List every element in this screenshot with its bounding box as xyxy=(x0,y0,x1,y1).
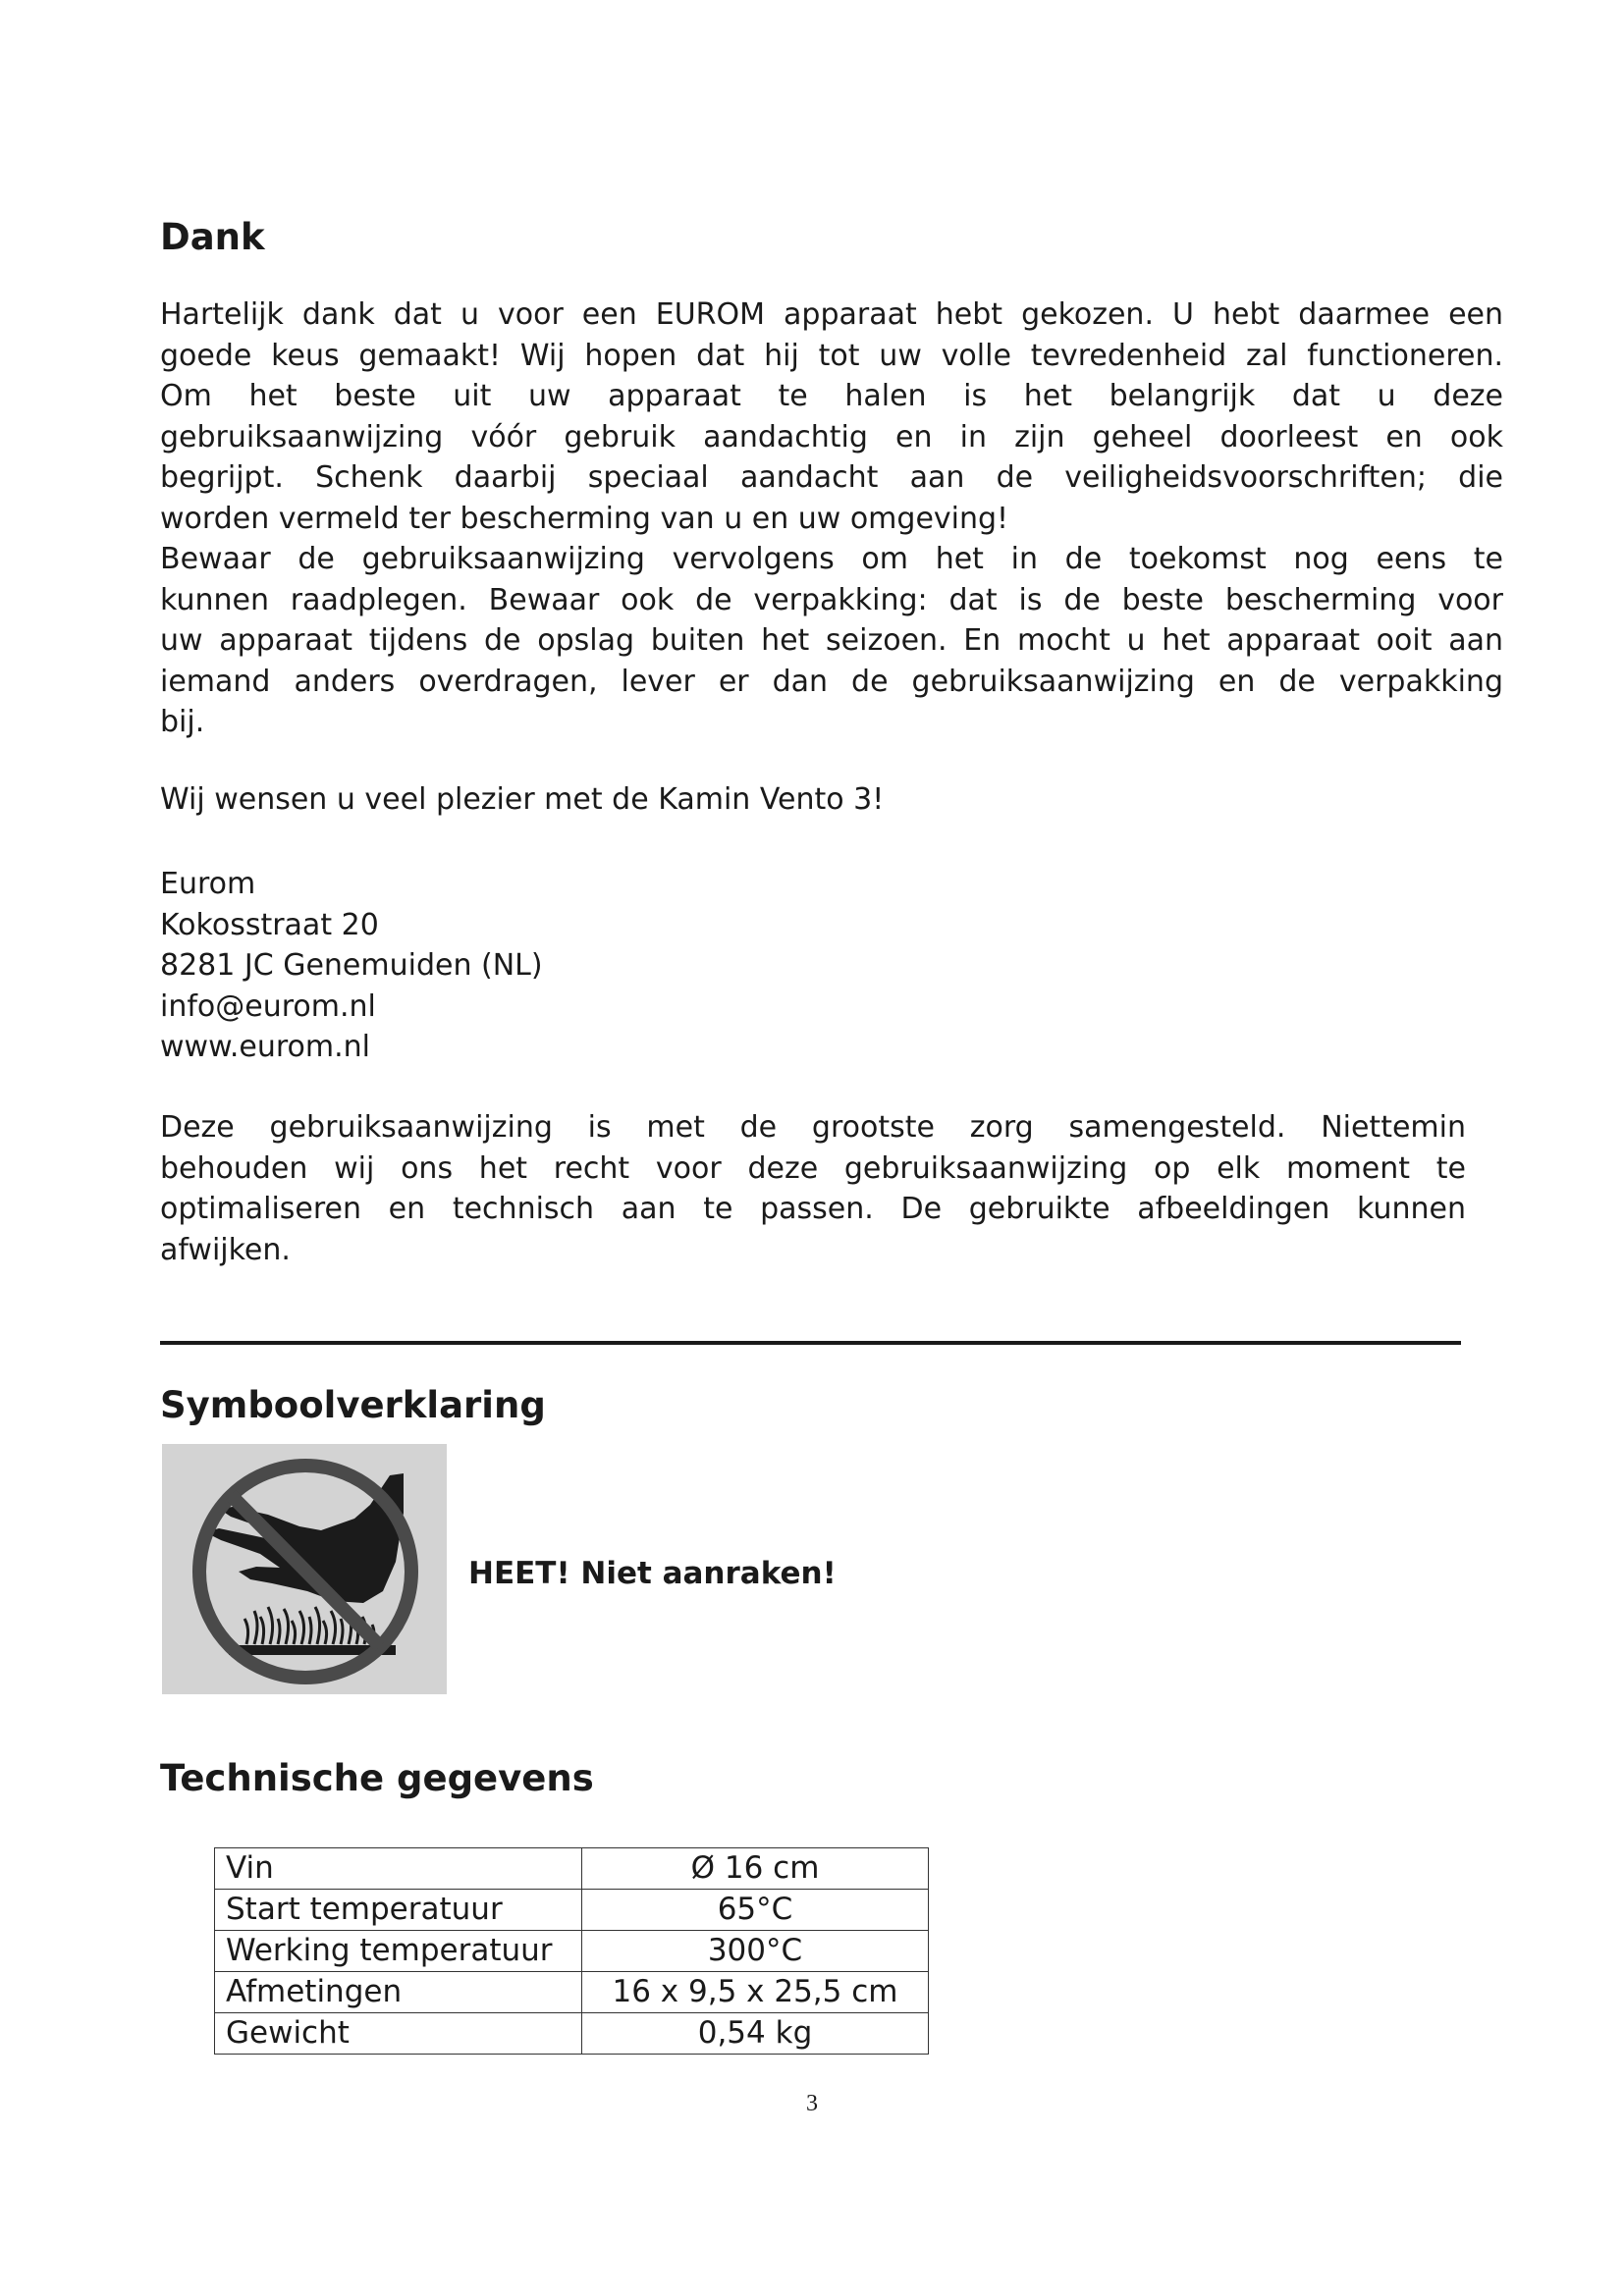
company-name: Eurom xyxy=(160,867,256,901)
intro-line: Hartelijk dank dat u voor een EUROM apparaat hebt gekozen. U hebt daarmee een xyxy=(160,297,1503,332)
spec-value: Ø 16 cm xyxy=(582,1848,929,1890)
technical-specs-table xyxy=(214,1847,929,2055)
intro-line: Om het beste uit uw apparaat te halen is het belangrijk dat u deze xyxy=(160,379,1503,413)
section-title-technical: Technische gegevens xyxy=(160,1757,594,1799)
intro-paragraph xyxy=(160,294,1503,743)
hot-warning-label: HEET! Niet aanraken! xyxy=(468,1556,837,1591)
spec-value: 300°C xyxy=(582,1931,929,1972)
disclaimer-line: Deze gebruiksaanwijzing is met de grootste zorg samengesteld. Niettemin xyxy=(160,1110,1466,1145)
spec-label: Start temperatuur xyxy=(215,1890,582,1931)
table-row xyxy=(215,1848,929,1890)
section-divider xyxy=(160,1341,1461,1345)
hot-do-not-touch-icon xyxy=(162,1444,447,1694)
wish-text: Wij wensen u veel plezier met de Kamin Vento 3! xyxy=(160,782,885,817)
table-row xyxy=(215,1931,929,1972)
intro-line: Bewaar de gebruiksaanwijzing vervolgens om het in de toekomst nog eens te xyxy=(160,542,1503,576)
street-address: Kokosstraat 20 xyxy=(160,907,379,942)
disclaimer-line: afwijken. xyxy=(160,1232,291,1267)
page-number: 3 xyxy=(806,2091,818,2116)
intro-line: goede keus gemaakt! Wij hopen dat hij tot uw volle tevredenheid zal functioneren. xyxy=(160,338,1503,373)
table-row xyxy=(215,2013,929,2055)
intro-line: bij. xyxy=(160,705,205,739)
website-address: www.eurom.nl xyxy=(160,1030,370,1064)
spec-value: 65°C xyxy=(582,1890,929,1931)
disclaimer-line: optimaliseren en technisch aan te passen. De gebruikte afbeeldingen kunnen xyxy=(160,1192,1466,1226)
table-row xyxy=(215,1972,929,2013)
intro-line: kunnen raadplegen. Bewaar ook de verpakking: dat is de beste bescherming voor xyxy=(160,582,1503,617)
spec-value: 16 x 9,5 x 25,5 cm xyxy=(582,1972,929,2013)
section-title-symbols: Symboolverklaring xyxy=(160,1384,546,1426)
spec-value: 0,54 kg xyxy=(582,2013,929,2055)
company-address xyxy=(160,864,543,1068)
intro-line: begrijpt. Schenk daarbij speciaal aandacht aan de veiligheidsvoorschriften; die xyxy=(160,460,1503,495)
spec-label: Afmetingen xyxy=(215,1972,582,2013)
email-address: info@eurom.nl xyxy=(160,988,376,1024)
intro-line: gebruiksaanwijzing vóór gebruik aandachtig en in zijn geheel doorleest en ook xyxy=(160,419,1503,454)
intro-line: worden vermeld ter bescherming van u en uw omgeving! xyxy=(160,501,1009,536)
disclaimer-paragraph xyxy=(160,1107,1466,1270)
spec-label: Vin xyxy=(215,1848,582,1890)
disclaimer-line: behouden wij ons het recht voor deze gebruiksaanwijzing op elk moment te xyxy=(160,1150,1466,1186)
intro-line: uw apparaat tijdens de opslag buiten het seizoen. En mocht u het apparaat ooit aan xyxy=(160,623,1503,658)
spec-label: Gewicht xyxy=(215,2013,582,2055)
spec-label: Werking temperatuur xyxy=(215,1931,582,1972)
section-title-dank: Dank xyxy=(160,216,265,258)
postal-city: 8281 JC Genemuiden (NL) xyxy=(160,948,543,983)
intro-line: iemand anders overdragen, lever er dan de gebruiksaanwijzing en de verpakking xyxy=(160,664,1503,699)
table-row xyxy=(215,1890,929,1931)
